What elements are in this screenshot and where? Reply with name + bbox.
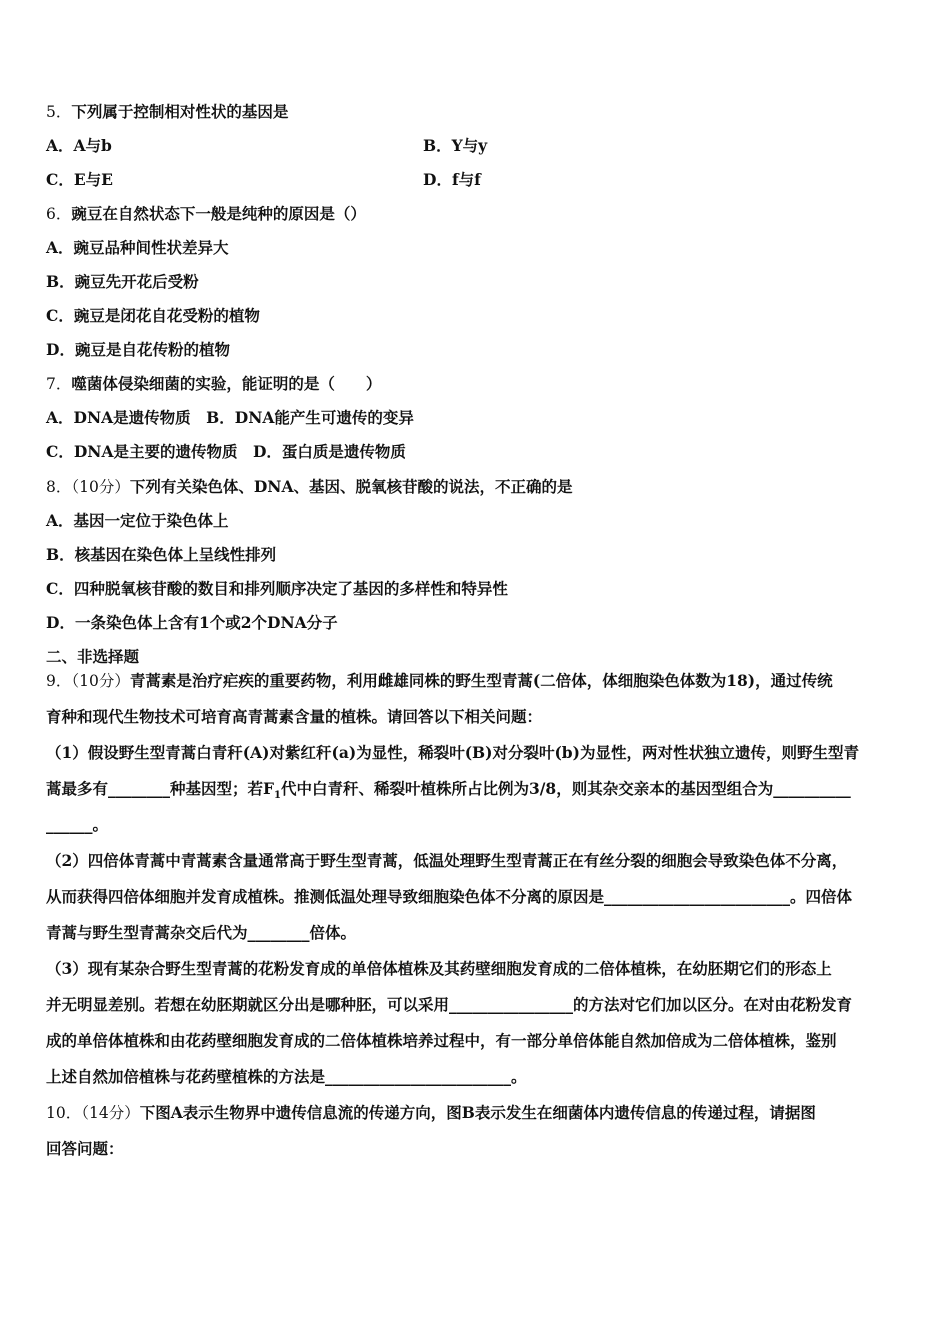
q5-option-c[interactable]: C．E与E [46,170,113,189]
q5-options-cd [46,170,910,190]
q6-option-c[interactable]: C．豌豆是闭花自花受粉的植物 [46,306,260,325]
q6-option-d[interactable]: D．豌豆是自花传粉的植物 [46,340,230,359]
q9-part3-line-1: （3）现有某杂合野生型青蒿的花粉发育成的单倍体植株及其药壁细胞发育成的二倍体植株，在幼胚期它们的形态上 [46,959,832,978]
q9-part1-line-1: （1）假设野生型青蒿白青秆(A)对紫红秆(a)为显性，稀裂叶(B)对分裂叶(b)为显性，两对性状独立遗传，则野生型青 [46,743,859,762]
q9-part1-line-2: 蒿最多有________种基因型；若$F_1$代中白青秆、稀裂叶植株所占比例为3/8，则其杂交亲本的基因型组合为__________ [46,779,851,802]
q10-line-1: 10．（14分）下图A表示生物界中遗传信息流的传递方向，图B表示发生在细菌体内遗传信息的传递过程，请据图 [46,1103,816,1122]
q7-options-ab[interactable]: A．DNA是遗传物质 B．DNA能产生可遗传的变异 [46,408,414,427]
question-9 [46,663,908,1167]
q6-option-b[interactable]: B．豌豆先开花后受粉 [46,272,199,291]
q8-option-a[interactable]: A．基因一定位于染色体上 [46,511,229,530]
q9-part1-line-3: ______。 [46,815,109,834]
q9-line-2: 育种和现代生物技术可培育高青蒿素含量的植株。请回答以下相关问题： [46,707,543,726]
q7-options-cd[interactable]: C．DNA是主要的遗传物质 D．蛋白质是遗传物质 [46,442,406,461]
q10-line-2: 回答问题： [46,1139,124,1158]
q8-option-b[interactable]: B．核基因在染色体上呈线性排列 [46,545,277,564]
q9-part2-line-2: 从而获得四倍体细胞并发育成植株。推测低温处理导致细胞染色体不分离的原因是________________________。四倍体 [46,887,853,906]
q9-part3-line-3: 成的单倍体植株和由花药壁细胞发育成的二倍体植株培养过程中，有一部分单倍体能自然加倍成为二倍体植株，鉴别 [46,1031,837,1050]
q8-option-c[interactable]: C．四种脱氧核苷酸的数目和排列顺序决定了基因的多样性和特异性 [46,579,508,598]
q5-option-a[interactable]: A．A与b [46,136,112,155]
q9-part2-line-3: 青蒿与野生型青蒿杂交后代为________倍体。 [46,923,357,942]
q5-option-d[interactable]: D．f与f [423,170,481,189]
q9-part3-line-2: 并无明显差别。若想在幼胚期就区分出是哪种胚，可以采用________________的方法对它们加以区分。在对由花粉发育 [46,995,853,1014]
q5-stem: 5．下列属于控制相对性状的基因是 [46,102,289,121]
q9-part2-line-1: （2）四倍体青蒿中青蒿素含量通常高于野生型青蒿，低温处理野生型青蒿正在有丝分裂的细胞会导致染色体不分离， [46,851,848,870]
q5-option-b[interactable]: B．Y与y [423,136,488,155]
q8-option-d[interactable]: D．一条染色体上含有1个或2个DNA分子 [46,613,338,632]
q8-stem: 8．（10分）下列有关染色体、DNA、基因、脱氧核苷酸的说法，不正确的是 [46,477,573,496]
q9-part3-line-4: 上述自然加倍植株与花药壁植株的方法是________________________。 [46,1067,527,1086]
q9-line-1: 9．（10分）青蒿素是治疗疟疾的重要药物，利用雌雄同株的野生型青蒿(二倍体，体细胞染色体数为18)，通过传统 [46,671,833,690]
q7-stem: 7．噬菌体侵染细菌的实验，能证明的是（ ） [46,374,382,393]
section-heading: 二、非选择题 [46,647,140,666]
q6-option-a[interactable]: A．豌豆品种间性状差异大 [46,238,229,257]
q6-stem: 6．豌豆在自然状态下一般是纯种的原因是（） [46,204,366,223]
q5-options-ab [46,136,910,156]
